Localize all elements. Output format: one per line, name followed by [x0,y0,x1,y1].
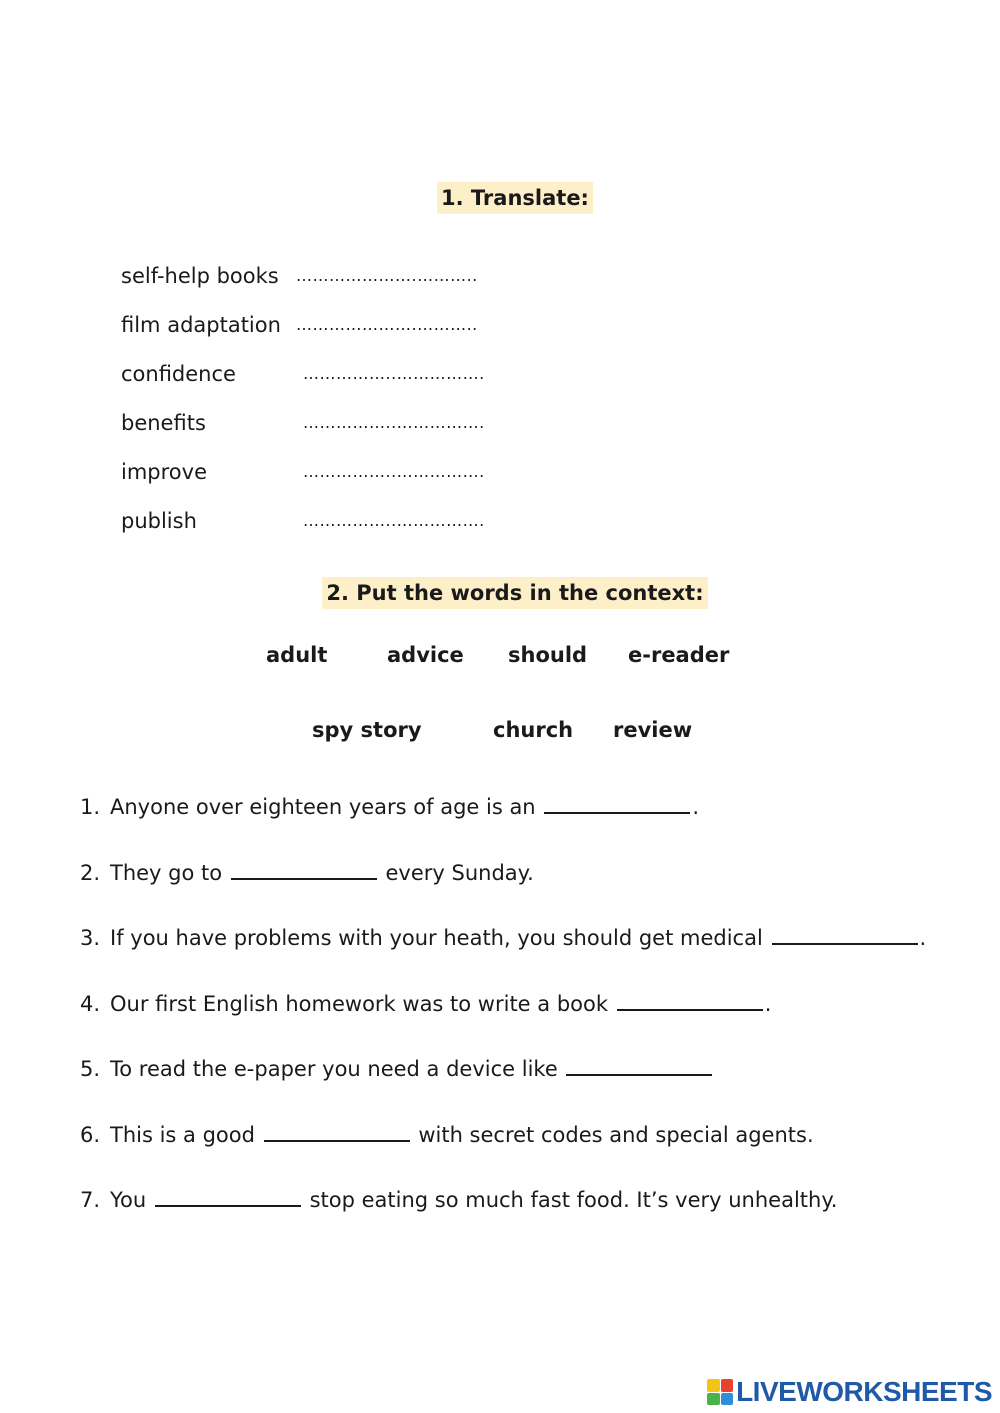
sentence-text-after: . [919,926,927,950]
vocab-term: film adaptation [121,313,281,337]
word-bank-word: review [613,718,693,742]
answer-dots[interactable]: ……………..……………. [303,413,485,432]
word-bank-word: spy story [312,718,422,742]
answer-dots[interactable]: ………………….……….. [296,266,478,285]
answer-blank[interactable] [264,1120,410,1142]
logo-icon-square [721,1379,734,1392]
answer-blank[interactable] [566,1054,712,1076]
sentence-item [80,923,926,953]
word-bank-word: advice [387,643,464,667]
vocab-term: self-help books [121,264,279,288]
sentence-text-before: They go to [110,861,223,885]
logo-icon [707,1379,733,1405]
word-bank-word: church [493,718,574,742]
vocab-row [121,310,478,340]
sentence-text-before: Our first English homework was to write a book [110,992,609,1016]
section-2-heading-text: 2. Put the words in the context: [322,577,707,609]
sentence-number: 7. [80,1188,101,1212]
vocab-term: benefits [121,411,206,435]
word-bank-word: e-reader [628,643,730,667]
sentence-item [80,792,699,822]
vocab-row [121,261,478,291]
vocab-row [121,359,485,389]
vocab-row [121,408,485,438]
sentence-text-before: If you have problems with your heath, you should get medical [110,926,763,950]
sentence-text-after: . [764,992,772,1016]
sentence-text-before: This is a good [110,1123,255,1147]
logo-icon-square [707,1379,720,1392]
sentence-item [80,1120,814,1150]
logo-icon-square [721,1393,734,1406]
logo-icon-square [707,1393,720,1406]
answer-blank[interactable] [617,989,763,1011]
answer-blank[interactable] [155,1185,301,1207]
vocab-term: confidence [121,362,236,386]
logo-text: LIVEWORKSHEETS [736,1376,992,1407]
word-bank-word: should [508,643,588,667]
sentence-item [80,1185,837,1215]
sentence-number: 6. [80,1123,101,1147]
vocab-row [121,506,485,536]
sentence-number: 3. [80,926,101,950]
sentence-item [80,989,771,1019]
liveworksheets-logo [707,1376,992,1408]
answer-dots[interactable]: ………………….……….. [296,315,478,334]
answer-blank[interactable] [772,923,918,945]
section-1-heading-text: 1. Translate: [437,182,593,214]
vocab-row [121,457,485,487]
sentence-item [80,858,534,888]
section-2-heading [15,581,1000,605]
answer-blank[interactable] [544,792,690,814]
answer-dots[interactable]: ……………..……………. [303,462,485,481]
section-1-heading [15,186,1000,210]
sentence-number: 5. [80,1057,101,1081]
answer-dots[interactable]: ……………..……………. [303,364,485,383]
sentence-number: 2. [80,861,101,885]
sentence-text-after: with secret codes and special agents. [418,1123,814,1147]
sentence-text-before: To read the e-paper you need a device like [110,1057,558,1081]
sentence-text-before: Anyone over eighteen years of age is an [110,795,536,819]
answer-blank[interactable] [231,858,377,880]
sentence-text-after: . [692,795,699,819]
answer-dots[interactable]: ……………..……………. [303,511,485,530]
word-bank-word: adult [266,643,328,667]
vocab-term: improve [121,460,207,484]
sentence-number: 1. [80,795,101,819]
sentence-text-after: stop eating so much fast food. It’s very unhealthy. [309,1188,838,1212]
sentence-number: 4. [80,992,101,1016]
vocab-term: publish [121,509,197,533]
sentence-item [80,1054,714,1084]
sentence-text-before: You [110,1188,147,1212]
sentence-text-after: every Sunday. [385,861,534,885]
